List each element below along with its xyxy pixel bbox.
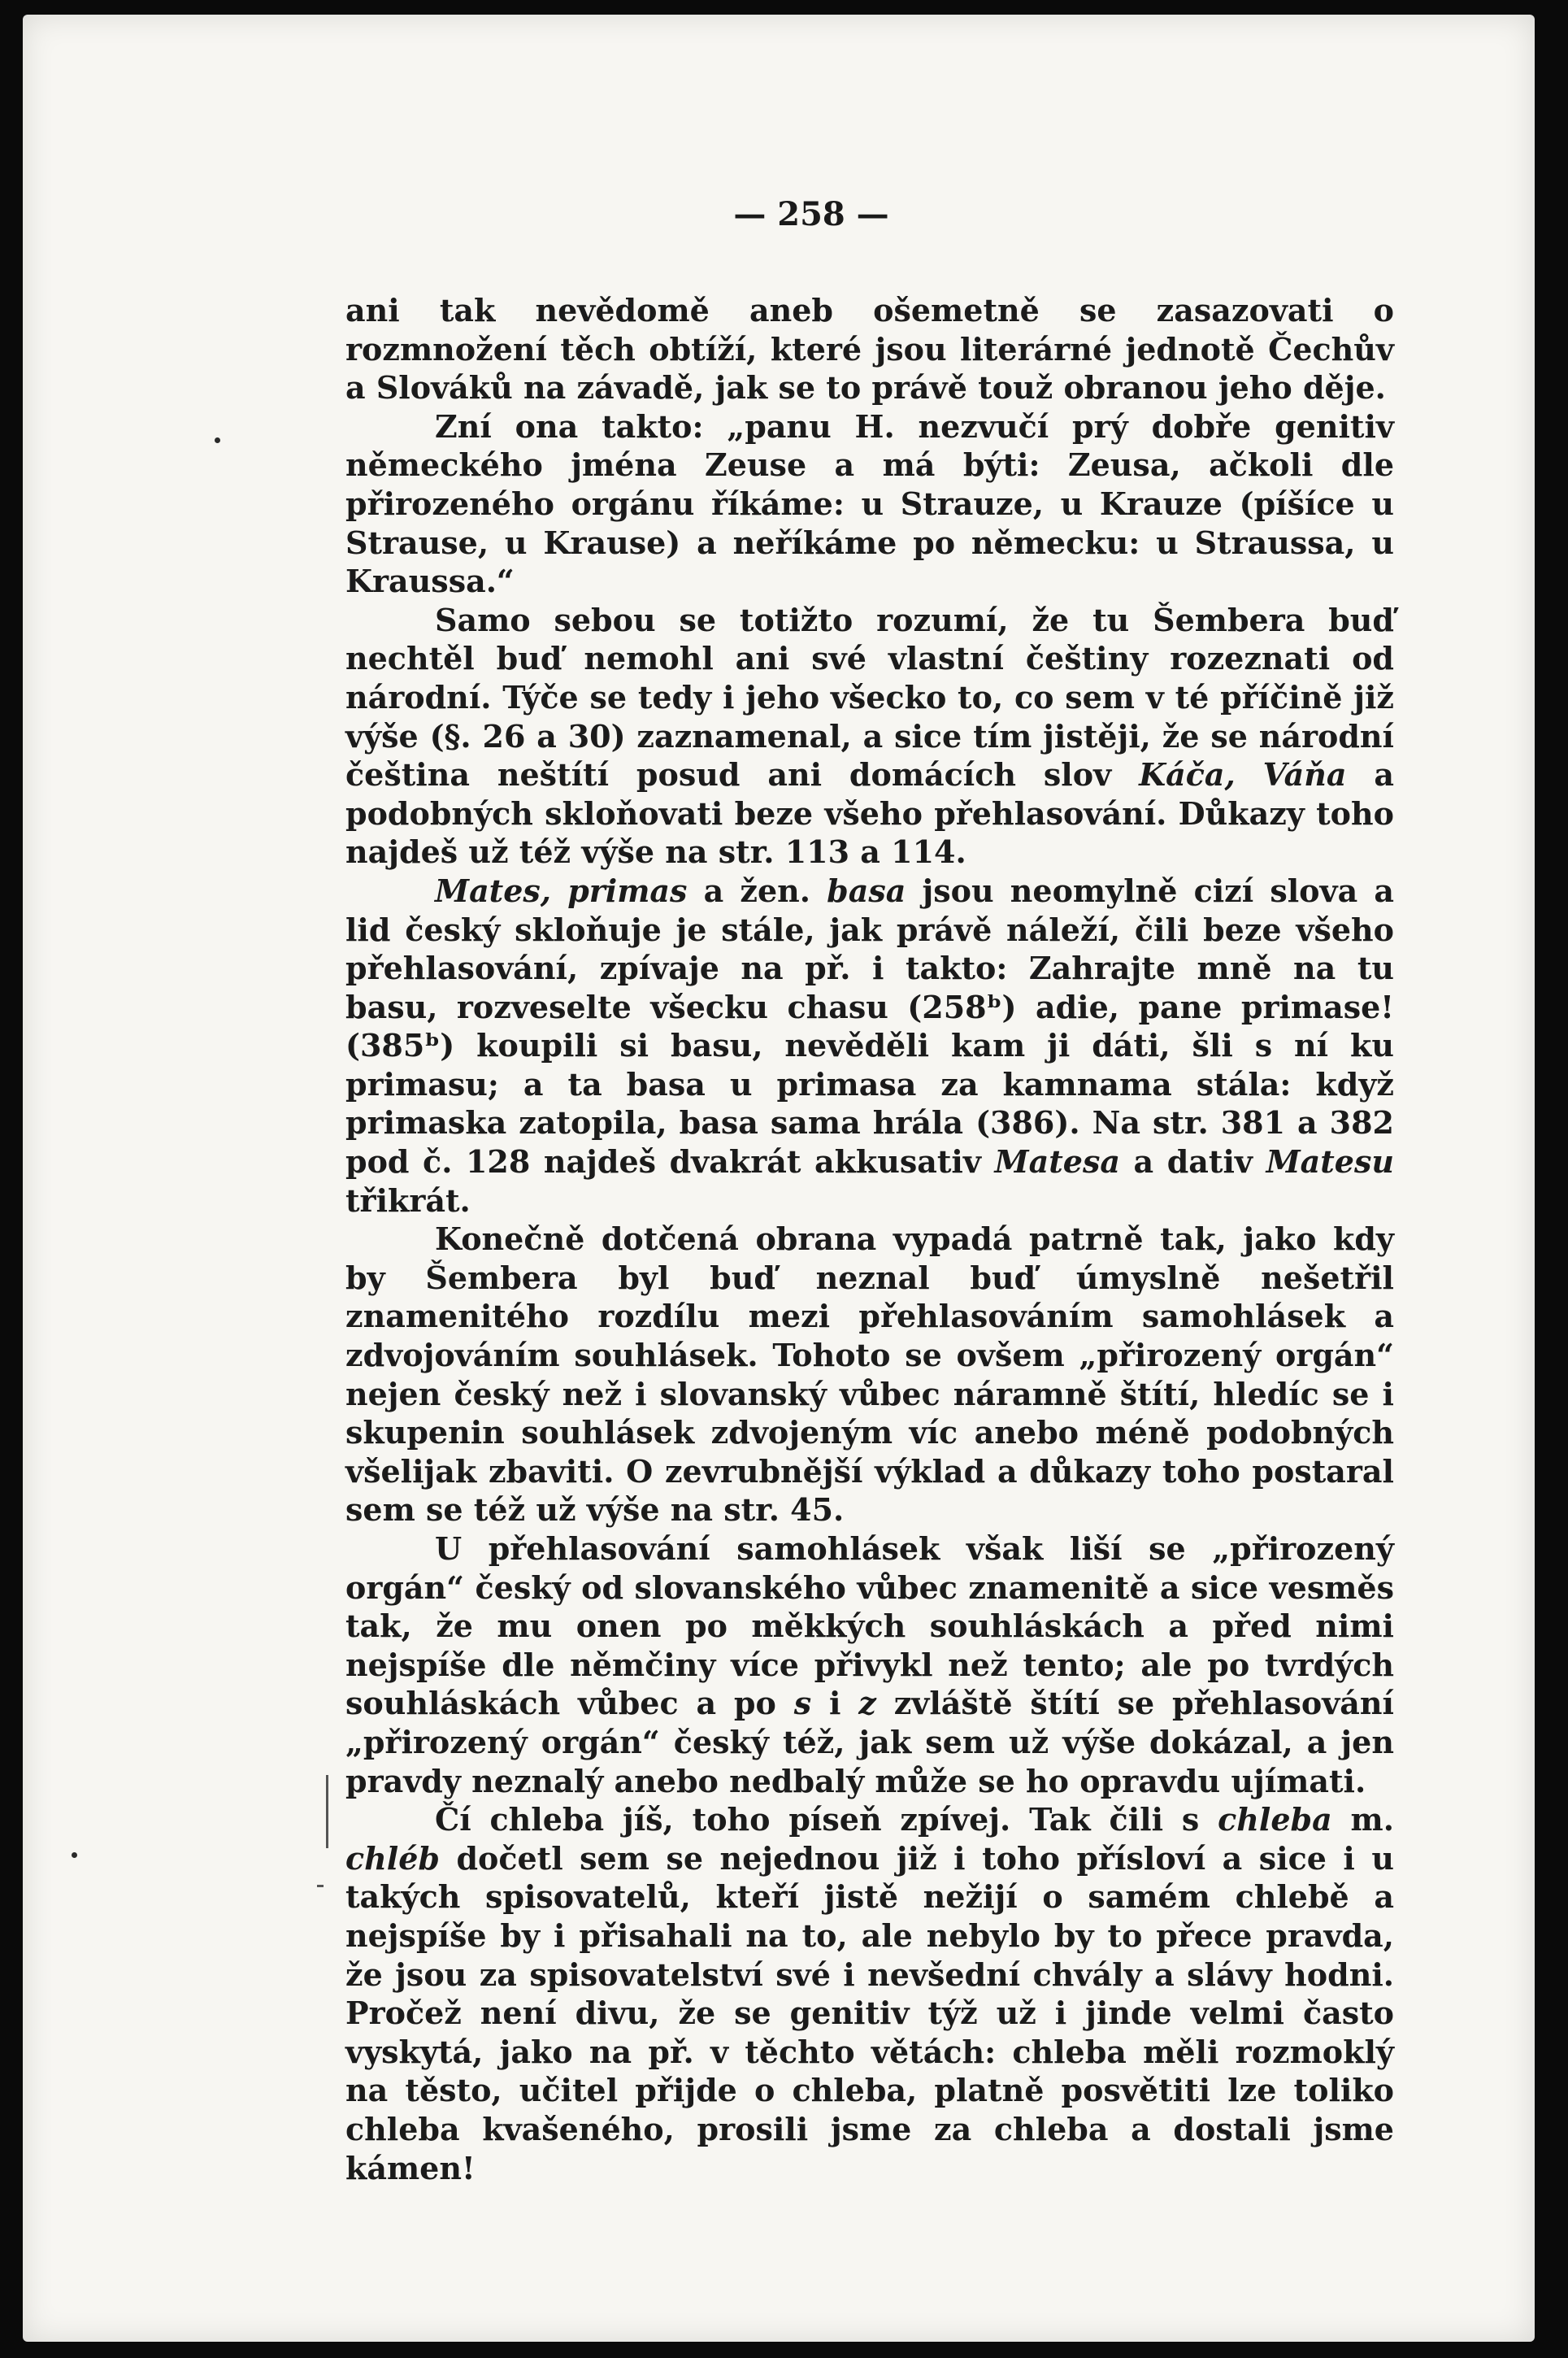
book-page bbox=[23, 15, 1535, 2342]
text-run: U přehlasování samohlásek však liší se „přirozený orgán“ český od slovanského vůbec znamenitě a sice vesměs tak, že mu onen po měkkých souhláskách a před nimi nejspíše dle němčiny více přivykl než tento; ale po tvrdých souhláskách vůbec a po bbox=[345, 1530, 1394, 1722]
italic-run: Matesu bbox=[1266, 1143, 1394, 1181]
italic-run: Káča, Váňa bbox=[1139, 756, 1347, 794]
text-run: ani tak nevědomě aneb ošemetně se zasazovati o rozmnožení těch obtíží, které jsou literárné jednotě Čechův a Slováků na závadě, jak se to právě touž obranou jeho děje. bbox=[345, 292, 1394, 407]
text-run: jsou neomylně cizí slova a lid český skloňuje je stále, jak právě náleží, čili beze všeho přehlasování, zpívaje na př. i takto: Zahrajte mně na tu basu, rozveselte všecku chasu (258ᵇ) adie, pane primase! (385ᵇ) koupili si basu, nevěděli kam ji dáti, šli s ní ku primasu; a ta basa u primasa za kamnama stála: když primaska zatopila, basa sama hrála (386). Na str. 381 a 382 pod č. 128 najdeš dvakrát akkusativ bbox=[345, 872, 1394, 1181]
print-speck bbox=[72, 1852, 77, 1858]
page-number: — 258 — bbox=[733, 195, 889, 233]
print-speck bbox=[215, 437, 220, 443]
italic-run: s bbox=[793, 1685, 812, 1722]
paragraph bbox=[345, 601, 1394, 872]
paragraph bbox=[345, 1220, 1394, 1529]
paragraph bbox=[345, 1800, 1394, 2187]
paragraph bbox=[345, 291, 1394, 407]
text-run: Samo sebou se totižto rozumí, že tu Šembera buď nechtěl buď nemohl ani své vlastní češtiny rozeznati od národní. Týče se tedy i jeho všecko to, co sem v té příčině již výše (§. 26 a 30) zaznamenal, a sice tím jistěji, že se národní čeština neštítí posud ani domácích slov bbox=[345, 601, 1394, 794]
italic-run: Mates, primas bbox=[435, 872, 688, 909]
text-run: třikrát. bbox=[345, 1181, 471, 1219]
text-run: a žen. bbox=[687, 872, 827, 909]
italic-run: basa bbox=[827, 872, 906, 909]
paragraph bbox=[345, 1529, 1394, 1800]
paragraph bbox=[345, 407, 1394, 601]
italic-run: z bbox=[858, 1685, 876, 1722]
text-run: a podobných skloňovati beze všeho přehlasování. Důkazy toho najdeš už též výše na str. 113 a 114. bbox=[345, 756, 1394, 871]
margin-mark bbox=[326, 1775, 328, 1848]
italic-run: Matesa bbox=[994, 1143, 1120, 1181]
text-run: Konečně dotčená obrana vypadá patrně tak, jako kdy by Šembera byl buď neznal buď úmyslně nešetřil znamenitého rozdílu mezi přehlasováním samohlásek a zdvojováním souhlásek. Tohoto se ovšem „přirozený orgán“ nejen český než i slovanský vůbec náramně štítí, hledíc se i skupenin souhlásek zdvojeným víc anebo méně podobných všelijak zbaviti. O zevrubnější výklad a důkazy toho postaral sem se též už výše na str. 45. bbox=[345, 1220, 1394, 1529]
text-run: a dativ bbox=[1119, 1143, 1266, 1181]
paragraph bbox=[345, 872, 1394, 1220]
text-run: m. bbox=[1331, 1801, 1394, 1838]
text-run: Čí chleba jíš, toho píseň zpívej. Tak čili s bbox=[435, 1801, 1218, 1838]
text-run: Zní ona takto: „panu H. nezvučí prý dobře genitiv německého jména Zeuse a má býti: Zeusa, ačkoli dle přirozeného orgánu říkáme: u Strauze, u Krauze (píšíce u Strause, u Krause) a neříkáme po německu: u Straussa, u Kraussa.“ bbox=[345, 407, 1394, 600]
body-text bbox=[345, 291, 1394, 2187]
text-run: dočetl sem se nejednou již i toho přísloví a sice i u takých spisovatelů, kteří jistě nežijí o samém chlebě a nejspíše by i přisahali na to, ale nebylo by to přece pravda, že jsou za spisovatelství své i nevšední chvály a slávy hodni. Pročež není divu, že se genitiv týž už i jinde velmi často vyskytá, jako na př. v těchto větách: chleba měli rozmoklý na těsto, učitel přijde o chleba, platně posvětiti lze toliko chleba kvašeného, prosili jsme za chleba a dostali jsme kámen! bbox=[345, 1839, 1394, 2186]
text-run: i bbox=[811, 1685, 859, 1722]
margin-mark bbox=[317, 1885, 324, 1887]
text-run: zvláště štítí se přehlasování „přirozený orgán“ český též, jak sem už výše dokázal, a jen pravdy neznalý anebo nedbalý může se ho opravdu ujímati. bbox=[345, 1685, 1394, 1799]
italic-run: chléb bbox=[345, 1839, 440, 1877]
italic-run: chleba bbox=[1218, 1801, 1332, 1838]
